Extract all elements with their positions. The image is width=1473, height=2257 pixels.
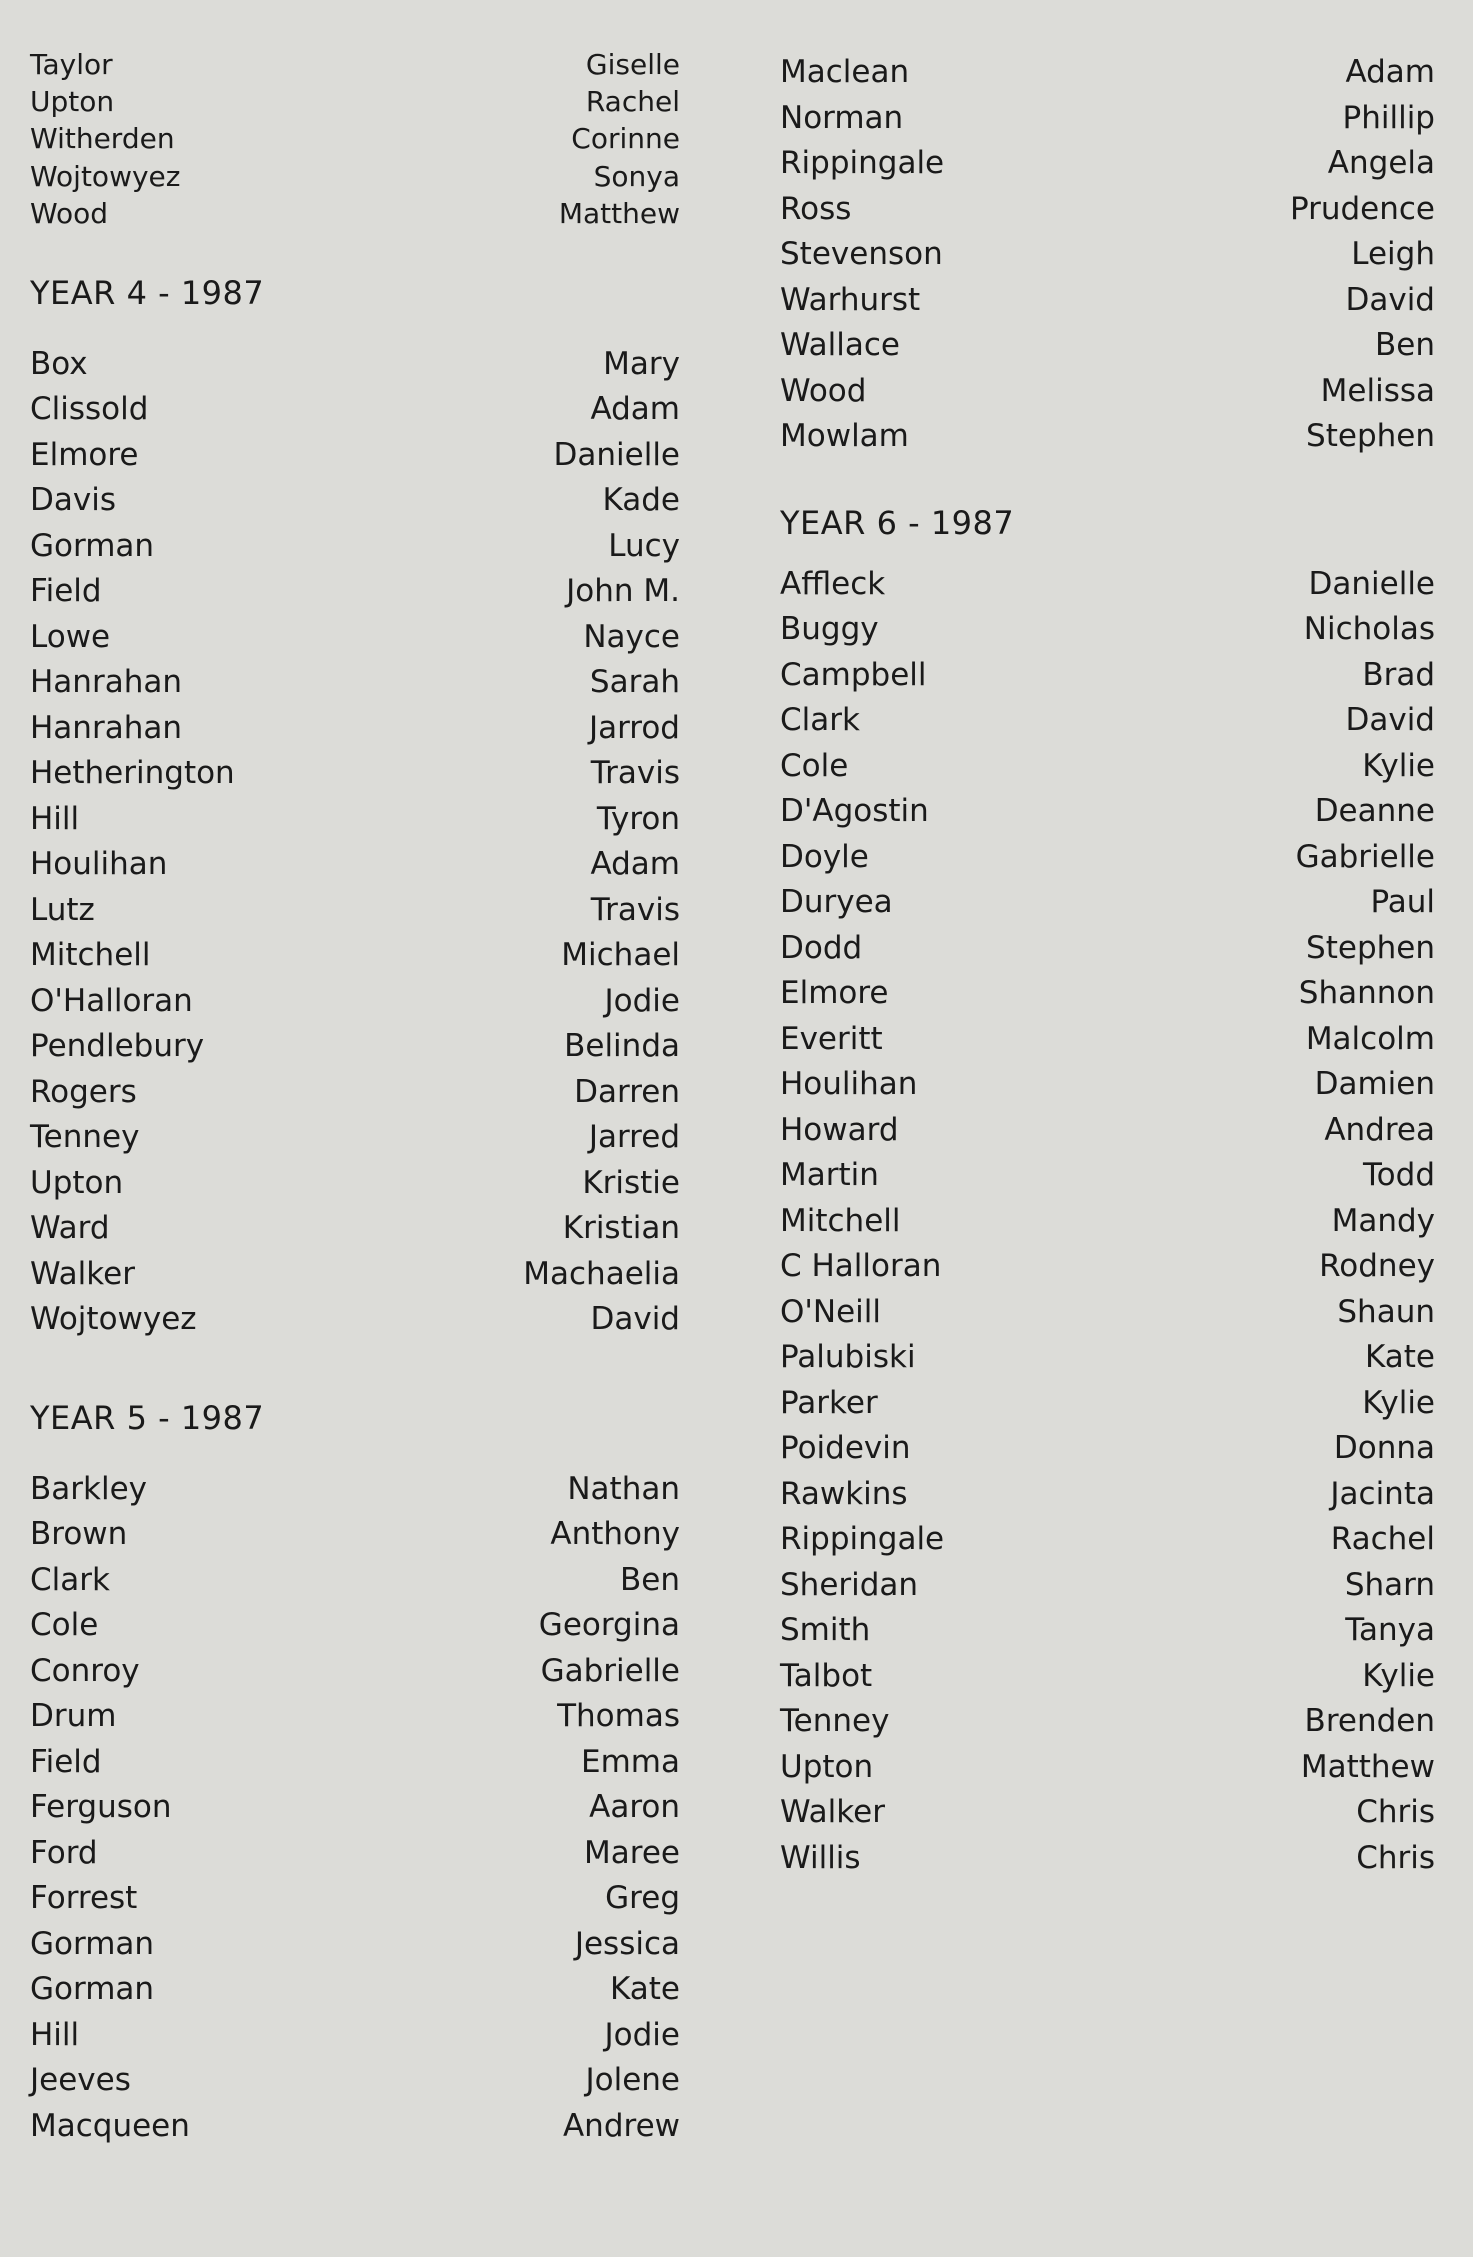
surname: Smith [780, 1612, 871, 1648]
year5-list [30, 1467, 680, 2150]
surname: Walker [780, 1794, 885, 1830]
list-item [780, 232, 1435, 278]
surname: Sheridan [780, 1566, 919, 1603]
list-item [30, 1603, 680, 1649]
given-name: David [1345, 281, 1435, 318]
list-item [30, 83, 680, 120]
list-item [780, 971, 1435, 1017]
surname: Drum [30, 1698, 117, 1735]
list-item [30, 478, 680, 524]
surname: Howard [780, 1111, 899, 1148]
list-item [780, 1108, 1435, 1154]
surname: C Halloran [780, 1248, 942, 1284]
surname: Upton [30, 1164, 124, 1201]
given-name: Stephen [1306, 418, 1435, 454]
given-name: Darren [574, 1073, 680, 1110]
given-name: Paul [1370, 884, 1435, 920]
given-name: David [590, 1301, 680, 1338]
list-item [30, 2104, 680, 2150]
given-name: Brenden [1304, 1703, 1435, 1739]
surname: Dodd [780, 929, 863, 966]
given-name: Angela [1327, 145, 1435, 181]
surname: Walker [30, 1255, 135, 1292]
surname: Tenney [30, 1119, 140, 1156]
list-item [30, 433, 680, 479]
list-item [30, 1831, 680, 1877]
given-name: Deanne [1314, 793, 1435, 829]
given-name: Sonya [593, 159, 680, 193]
given-name: Donna [1333, 1430, 1435, 1466]
surname: Norman [780, 99, 904, 136]
surname: O'Neill [780, 1293, 882, 1330]
list-item [780, 1745, 1435, 1791]
list-item [30, 1070, 680, 1116]
surname: Parker [780, 1384, 878, 1421]
given-name: Anthony [550, 1516, 680, 1553]
surname: Gorman [30, 527, 155, 564]
given-name: Machaelia [523, 1255, 680, 1292]
list-item [30, 2013, 680, 2059]
surname: Martin [780, 1157, 879, 1193]
surname: Macqueen [30, 2107, 190, 2144]
list-item [780, 1062, 1435, 1108]
list-item [30, 1694, 680, 1740]
list-item [780, 1699, 1435, 1745]
surname: Ward [30, 1210, 110, 1247]
given-name: Kylie [1362, 1384, 1435, 1421]
surname: Field [30, 1743, 102, 1780]
given-name: Gabrielle [540, 1652, 680, 1689]
surname: Elmore [30, 436, 139, 473]
given-name: Aaron [589, 1789, 680, 1826]
list-item [30, 979, 680, 1025]
surname: Duryea [780, 884, 893, 920]
given-name: Thomas [557, 1698, 680, 1735]
given-name: Malcolm [1305, 1020, 1435, 1057]
surname: Ferguson [30, 1789, 172, 1826]
given-name: Kristian [562, 1210, 680, 1247]
given-name: Jodie [604, 982, 680, 1019]
surname: Lutz [30, 891, 95, 928]
list-item [30, 524, 680, 570]
surname: Cole [780, 747, 849, 784]
surname: Rawkins [780, 1475, 908, 1512]
list-item [780, 96, 1435, 142]
given-name: Jolene [585, 2062, 680, 2099]
left-top-list [30, 46, 680, 232]
given-name: Jarred [588, 1119, 680, 1156]
surname: Clissold [30, 391, 149, 428]
surname: Davis [30, 482, 116, 519]
given-name: Phillip [1342, 99, 1435, 136]
given-name: Travis [590, 755, 680, 792]
given-name: Giselle [585, 48, 680, 81]
surname: Field [30, 573, 102, 610]
surname: Palubiski [780, 1339, 916, 1375]
given-name: Rachel [1330, 1521, 1435, 1557]
surname: Clark [780, 702, 860, 738]
given-name: Travis [590, 891, 680, 928]
given-name: Matthew [558, 196, 680, 230]
given-name: Shannon [1298, 975, 1435, 1011]
given-name: Ben [1375, 327, 1435, 363]
surname: Affleck [780, 565, 886, 602]
list-item [780, 562, 1435, 608]
list-item [780, 1517, 1435, 1563]
surname: Forrest [30, 1880, 138, 1917]
given-name: Tyron [596, 800, 680, 837]
given-name: Adam [1345, 54, 1435, 90]
surname: Tenney [780, 1703, 890, 1739]
given-name: Kylie [1362, 747, 1435, 784]
list-item [780, 1153, 1435, 1199]
list-item [30, 1740, 680, 1786]
list-item [30, 1024, 680, 1070]
given-name: David [1345, 702, 1435, 738]
list-item [30, 706, 680, 752]
surname: Box [30, 345, 88, 382]
given-name: Jodie [604, 2016, 680, 2053]
list-item [780, 323, 1435, 369]
surname: Talbot [780, 1657, 873, 1694]
given-name: Sharn [1344, 1566, 1435, 1603]
surname: Hetherington [30, 755, 235, 792]
list-item [780, 698, 1435, 744]
surname: Mowlam [780, 418, 909, 454]
list-item [30, 387, 680, 433]
surname: Campbell [780, 656, 927, 693]
list-item [780, 1836, 1435, 1882]
list-item [780, 1381, 1435, 1427]
given-name: Mary [603, 345, 680, 382]
surname: Houlihan [780, 1066, 918, 1102]
list-item [30, 1649, 680, 1695]
surname: Pendlebury [30, 1028, 205, 1065]
list-item [780, 835, 1435, 881]
list-item [780, 414, 1435, 460]
given-name: Damien [1314, 1066, 1435, 1102]
surname: Jeeves [30, 2062, 131, 2099]
surname: Stevenson [780, 236, 943, 272]
list-item [780, 926, 1435, 972]
list-item [780, 789, 1435, 835]
list-item [780, 278, 1435, 324]
surname: Wojtowyez [30, 1301, 197, 1338]
year4-heading: YEAR 4 - 1987 [30, 273, 265, 312]
list-item [780, 744, 1435, 790]
given-name: Kate [1364, 1339, 1435, 1375]
list-item [30, 1512, 680, 1558]
given-name: Kylie [1362, 1657, 1435, 1694]
surname: Rogers [30, 1073, 137, 1110]
right-top-list [780, 50, 1435, 460]
list-item [780, 1790, 1435, 1836]
given-name: Todd [1363, 1157, 1435, 1193]
given-name: Danielle [553, 436, 680, 473]
surname: Hill [30, 800, 80, 837]
given-name: Adam [590, 846, 680, 883]
list-item [30, 888, 680, 934]
given-name: Andrea [1324, 1111, 1435, 1148]
list-item [780, 1335, 1435, 1381]
given-name: Corinne [571, 122, 680, 156]
given-name: Kate [609, 1971, 680, 2008]
surname: Elmore [780, 975, 889, 1011]
given-name: Brad [1362, 656, 1435, 693]
list-item [30, 195, 680, 232]
given-name: Jacinta [1330, 1475, 1435, 1512]
surname: Wood [30, 196, 109, 230]
surname: Cole [30, 1607, 99, 1644]
given-name: Nathan [567, 1470, 680, 1507]
list-item [30, 158, 680, 195]
list-item [780, 607, 1435, 653]
list-item [30, 751, 680, 797]
list-item [780, 1472, 1435, 1518]
given-name: Greg [605, 1880, 680, 1917]
given-name: Ben [620, 1561, 680, 1598]
given-name: Shaun [1337, 1293, 1435, 1330]
year4-list [30, 342, 680, 1343]
list-item [30, 1252, 680, 1298]
surname: Hanrahan [30, 664, 182, 701]
surname: Wallace [780, 327, 901, 363]
year5-heading: YEAR 5 - 1987 [30, 1398, 265, 1437]
list-item [30, 1467, 680, 1513]
surname: Hill [30, 2016, 80, 2053]
surname: D'Agostin [780, 793, 929, 829]
surname: Rippingale [780, 145, 945, 181]
year6-heading: YEAR 6 - 1987 [780, 503, 1015, 542]
surname: Mitchell [780, 1202, 901, 1239]
given-name: Jarrod [588, 709, 680, 746]
given-name: Rachel [585, 85, 680, 119]
given-name: Michael [561, 937, 680, 974]
surname: Upton [30, 85, 115, 119]
list-item [780, 1426, 1435, 1472]
list-item [30, 1876, 680, 1922]
list-item [780, 50, 1435, 96]
given-name: Leigh [1351, 236, 1435, 272]
surname: Wood [780, 372, 867, 409]
list-item [30, 797, 680, 843]
given-name: Stephen [1306, 929, 1435, 966]
surname: O'Halloran [30, 982, 193, 1019]
given-name: Jessica [574, 1925, 680, 1962]
surname: Brown [30, 1516, 128, 1553]
surname: Gorman [30, 1925, 155, 1962]
list-item [780, 653, 1435, 699]
list-item [780, 1608, 1435, 1654]
list-item [30, 1161, 680, 1207]
surname: Clark [30, 1561, 110, 1598]
list-item [780, 187, 1435, 233]
list-item [30, 569, 680, 615]
given-name: Kade [602, 482, 680, 519]
list-item [780, 1017, 1435, 1063]
list-item [780, 1290, 1435, 1336]
given-name: Sarah [589, 664, 680, 701]
surname: Buggy [780, 611, 879, 647]
given-name: Belinda [564, 1028, 680, 1065]
list-item [30, 1297, 680, 1343]
given-name: Kristie [582, 1164, 680, 1201]
given-name: Georgina [538, 1607, 680, 1644]
given-name: Melissa [1320, 372, 1435, 409]
given-name: Maree [584, 1834, 680, 1871]
given-name: Tanya [1345, 1612, 1435, 1648]
list-item [30, 1206, 680, 1252]
surname: Warhurst [780, 281, 921, 318]
list-item [780, 880, 1435, 926]
given-name: Adam [590, 391, 680, 428]
surname: Ross [780, 190, 852, 227]
list-item [30, 1967, 680, 2013]
list-item [30, 615, 680, 661]
list-item [30, 842, 680, 888]
given-name: Gabrielle [1295, 838, 1435, 875]
surname: Willis [780, 1839, 861, 1876]
surname: Conroy [30, 1652, 140, 1689]
list-item [780, 141, 1435, 187]
given-name: Chris [1356, 1794, 1435, 1830]
list-item [780, 1199, 1435, 1245]
surname: Witherden [30, 122, 175, 156]
surname: Maclean [780, 54, 910, 90]
given-name: Matthew [1300, 1748, 1435, 1785]
surname: Upton [780, 1748, 874, 1785]
surname: Doyle [780, 838, 869, 875]
surname: Poidevin [780, 1430, 911, 1466]
surname: Gorman [30, 1971, 155, 2008]
given-name: Mandy [1331, 1202, 1435, 1239]
surname: Taylor [30, 48, 113, 81]
surname: Everitt [780, 1020, 883, 1057]
given-name: Nicholas [1303, 611, 1435, 647]
list-item [30, 120, 680, 157]
list-item [30, 1558, 680, 1604]
surname: Barkley [30, 1470, 147, 1507]
surname: Wojtowyez [30, 159, 181, 193]
given-name: John M. [566, 573, 680, 610]
list-item [30, 1922, 680, 1968]
year6-list [780, 562, 1435, 1882]
surname: Ford [30, 1834, 98, 1871]
list-item [780, 1654, 1435, 1700]
list-item [780, 1563, 1435, 1609]
left-column [30, 46, 680, 2149]
given-name: Danielle [1308, 565, 1435, 602]
list-item [30, 933, 680, 979]
list-item [30, 2058, 680, 2104]
surname: Mitchell [30, 937, 151, 974]
given-name: Prudence [1289, 190, 1435, 227]
given-name: Andrew [562, 2107, 680, 2144]
right-column [780, 50, 1435, 1881]
surname: Lowe [30, 618, 111, 655]
list-item [30, 1785, 680, 1831]
given-name: Chris [1356, 1839, 1435, 1876]
list-item [780, 1244, 1435, 1290]
given-name: Rodney [1319, 1248, 1435, 1284]
given-name: Nayce [583, 618, 680, 655]
list-item [30, 1115, 680, 1161]
surname: Houlihan [30, 846, 168, 883]
list-item [30, 342, 680, 388]
list-item [780, 369, 1435, 415]
surname: Rippingale [780, 1521, 945, 1557]
given-name: Lucy [608, 527, 680, 564]
list-item [30, 660, 680, 706]
given-name: Emma [581, 1743, 680, 1780]
list-item [30, 46, 680, 83]
surname: Hanrahan [30, 709, 182, 746]
